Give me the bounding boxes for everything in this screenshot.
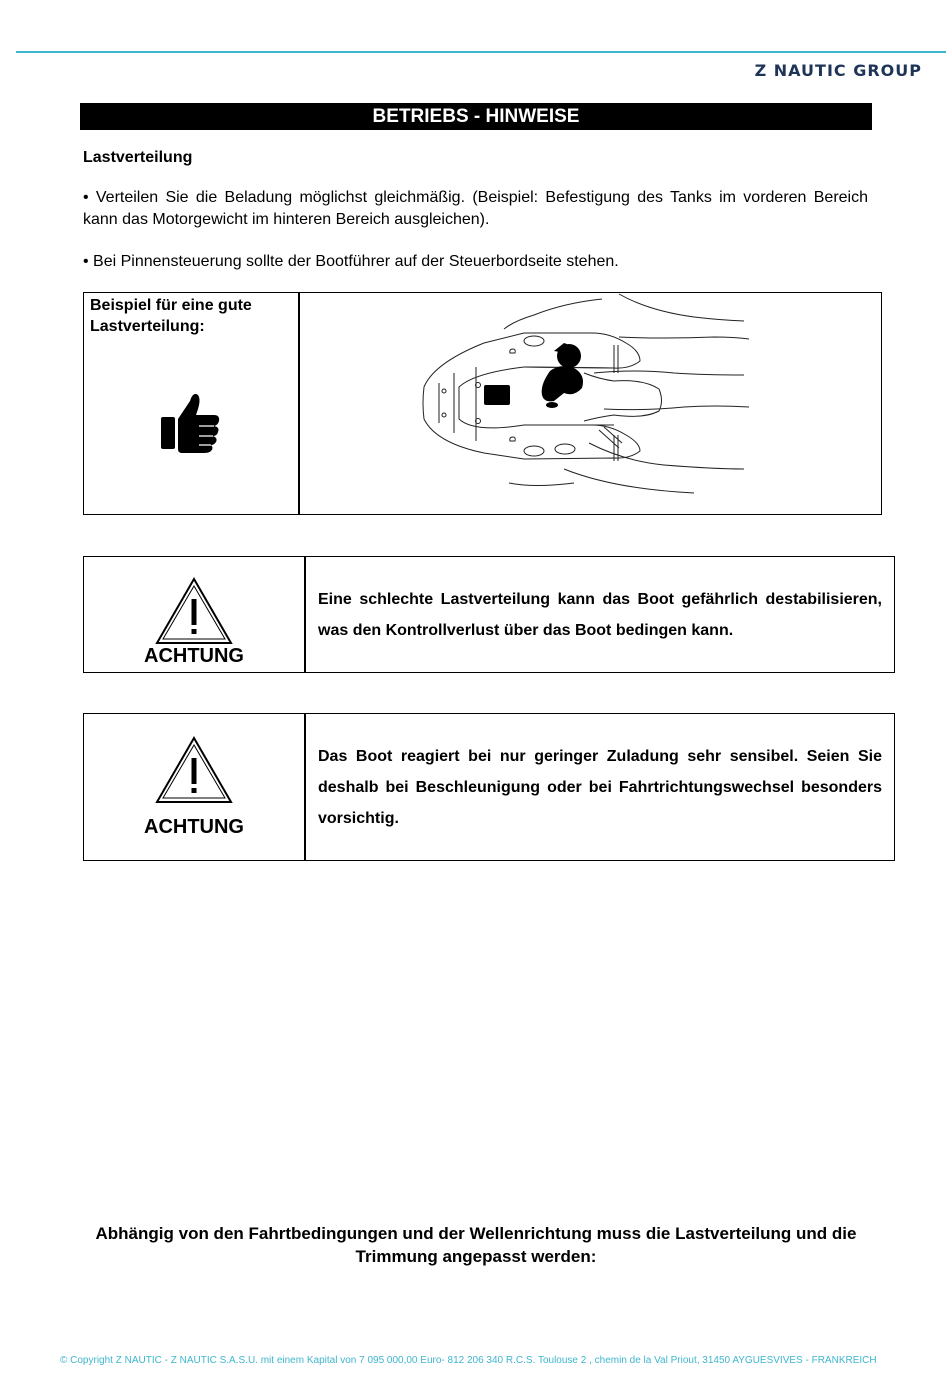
warning-text: Das Boot reagiert bei nur geringer Zuladung sehr sensibel. Seien Sie deshalb bei Beschleunigung oder bei Fahrtrichtungswechsel besonders vorsichtig. [318,748,882,827]
warning-box-2 [83,713,895,861]
paragraph-load-distribution: • Verteilen Sie die Beladung möglichst gleichmäßig. (Beispiel: Befestigung des Tanks im vorderen Bereich kann das Motorgewicht im hinteren Bereich ausgleichen). [83,189,868,228]
section-heading: Lastverteilung [83,149,193,166]
copyright-footer: © Copyright Z NAUTIC - Z NAUTIC S.A.S.U. mit einem Kapital von 7 095 000,00 Euro- 812 206 340 R.C.S. Toulouse 2 , chemin de la Val Priout, 31450 AYGUESVIVES - FRANKREICH [60,1355,877,1366]
warning-icon-cell [84,557,304,672]
boat-top-view-illustration [414,293,764,514]
paragraph-tiller-steering: • Bei Pinnensteuerung sollte der Bootführer auf der Steuerbordseite stehen. [83,253,619,270]
warning-triangle-icon [155,736,233,804]
example-divider [298,293,300,514]
bottom-note: Abhängig von den Fahrtbedingungen und der Wellenrichtung muss die Lastverteilung und die Trimmung angepasst werden: [95,1224,857,1266]
brand-logo: Z NAUTIC GROUP [754,61,922,80]
warning-label: ACHTUNG [144,645,244,667]
page-title: BETRIEBS - HINWEISE [80,103,872,130]
header-rule [16,51,946,53]
warning-divider [304,557,306,672]
warning-divider [304,714,306,860]
warning-text: Eine schlechte Lastverteilung kann das Boot gefährlich destabilisieren, was den Kontrollverlust über das Boot bedingen kann. [318,591,882,639]
warning-box-1 [83,556,895,673]
example-table [83,292,882,515]
warning-icon-cell [84,714,304,860]
example-label: Beispiel für eine gute Lastverteilung: [90,297,252,335]
warning-triangle-icon [155,577,233,645]
thumbs-up-icon [156,387,226,457]
warning-label: ACHTUNG [144,816,244,838]
